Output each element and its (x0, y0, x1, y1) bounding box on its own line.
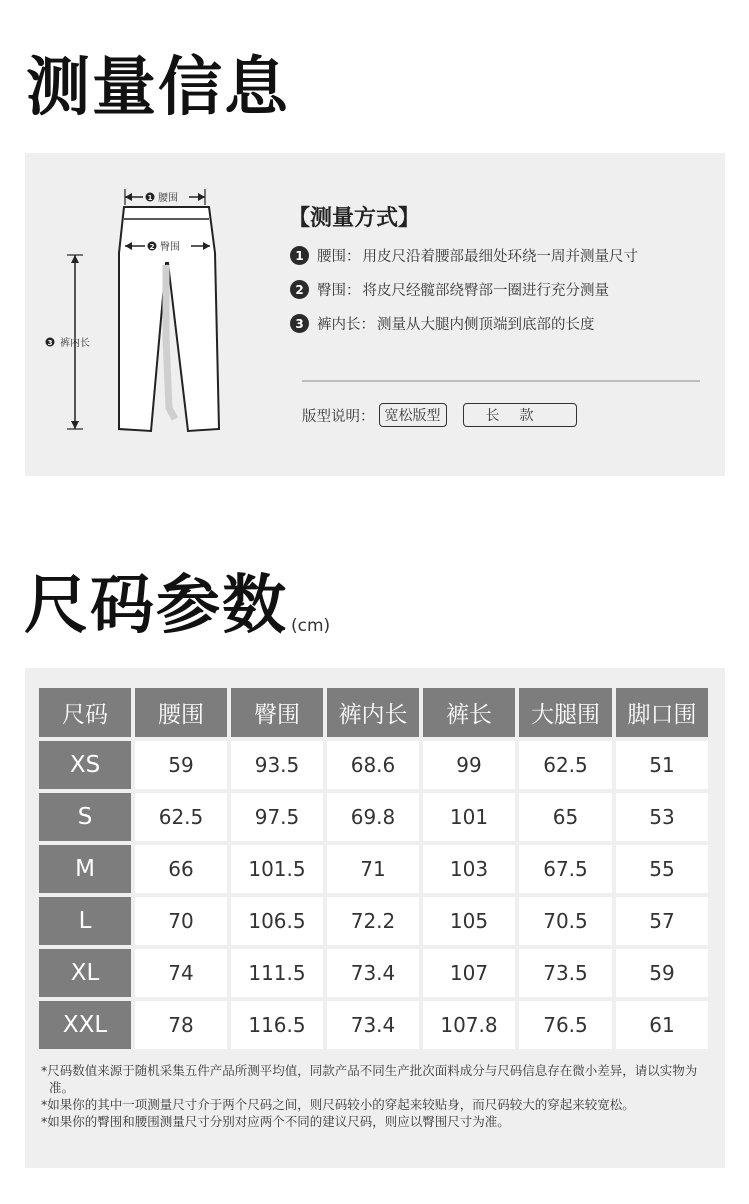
table-cell: 78 (135, 1001, 227, 1049)
table-row (39, 949, 708, 997)
fit-description (302, 403, 577, 427)
table-cell: 103 (423, 845, 515, 893)
table-cell: 107.8 (423, 1001, 515, 1049)
waist-label: 腰围 (158, 193, 178, 204)
table-cell: 51 (616, 741, 708, 789)
inseam-label: 裤内长 (60, 338, 90, 349)
waist-marker: 1 (147, 194, 153, 202)
size-table (35, 684, 712, 1053)
table-cell: 61 (616, 1001, 708, 1049)
table-cell: 68.6 (327, 741, 419, 789)
table-cell: 57 (616, 897, 708, 945)
note-text: *尺码数值来源于随机采集五件产品所测平均值，同款产品不同生产批次面料成分与尺码信息存在微小差异，请以实物为准。 (41, 1063, 698, 1095)
table-row (39, 897, 708, 945)
fit-tag-loose: 宽松版型 (379, 403, 447, 427)
table-cell: 59 (135, 741, 227, 789)
column-header: 臀围 (231, 688, 323, 737)
table-cell: 99 (423, 741, 515, 789)
column-header: 裤长 (423, 688, 515, 737)
table-cell: 73.5 (519, 949, 612, 997)
table-cell: 62.5 (519, 741, 612, 789)
pants-diagram (25, 153, 285, 476)
measure-title: 测量信息 (26, 51, 290, 125)
table-cell: 101 (423, 793, 515, 841)
table-cell: 101.5 (231, 845, 323, 893)
hip-marker: 2 (149, 243, 155, 251)
method-label: 腰围： (317, 249, 361, 265)
table-cell: 55 (616, 845, 708, 893)
size-cell: XL (39, 949, 131, 997)
table-row (39, 845, 708, 893)
table-cell: 53 (616, 793, 708, 841)
column-header: 大腿围 (519, 688, 612, 737)
fit-label: 版型说明： (302, 408, 375, 425)
table-row (39, 1001, 708, 1049)
table-cell: 71 (327, 845, 419, 893)
table-cell: 93.5 (231, 741, 323, 789)
table-cell: 65 (519, 793, 612, 841)
table-cell: 106.5 (231, 897, 323, 945)
table-cell: 62.5 (135, 793, 227, 841)
method-item-hip (290, 279, 710, 300)
size-notes (41, 1062, 721, 1130)
table-cell: 73.4 (327, 949, 419, 997)
table-row (39, 793, 708, 841)
table-cell: 66 (135, 845, 227, 893)
table-cell: 69.8 (327, 793, 419, 841)
table-cell: 72.2 (327, 897, 419, 945)
method-item-waist (290, 245, 710, 266)
table-cell: 70 (135, 897, 227, 945)
inseam-marker: 3 (47, 339, 53, 347)
table-cell: 76.5 (519, 1001, 612, 1049)
divider (302, 380, 700, 382)
table-cell: 67.5 (519, 845, 612, 893)
method-text: 测量从大腿内侧顶端到底部的长度 (377, 317, 595, 333)
note-text: *如果你的臀围和腰围测量尺寸分别对应两个不同的建议尺码，则应以臀围尺寸为准。 (41, 1114, 510, 1129)
table-cell: 107 (423, 949, 515, 997)
method-item-inseam (290, 313, 710, 334)
table-cell: 116.5 (231, 1001, 323, 1049)
table-cell: 97.5 (231, 793, 323, 841)
method-text: 用皮尺沿着腰部最细处环绕一周并测量尺寸 (362, 249, 638, 265)
method-label: 臀围： (317, 283, 361, 299)
method-text: 将皮尺经髋部绕臀部一圈进行充分测量 (362, 283, 609, 299)
size-cell: S (39, 793, 131, 841)
size-cell: XXL (39, 1001, 131, 1049)
size-cell: XS (39, 741, 131, 789)
size-unit: (cm) (291, 616, 331, 636)
method-label: 裤内长： (317, 317, 375, 333)
column-header: 裤内长 (327, 688, 419, 737)
measure-panel (25, 153, 725, 476)
table-cell: 59 (616, 949, 708, 997)
size-cell: M (39, 845, 131, 893)
column-header: 脚口围 (616, 688, 708, 737)
number-badge-icon: 1 (290, 246, 309, 265)
column-header: 尺码 (39, 688, 131, 737)
table-cell: 111.5 (231, 949, 323, 997)
table-row (39, 741, 708, 789)
table-cell: 73.4 (327, 1001, 419, 1049)
table-cell: 105 (423, 897, 515, 945)
column-header: 腰围 (135, 688, 227, 737)
table-cell: 74 (135, 949, 227, 997)
table-header-row (39, 688, 708, 737)
hip-label: 臀围 (160, 242, 180, 253)
number-badge-icon: 2 (290, 280, 309, 299)
size-panel (25, 668, 725, 1168)
size-cell: L (39, 897, 131, 945)
size-title: 尺码参数 (24, 569, 288, 643)
method-title: 【测量方式】 (288, 206, 421, 231)
note-text: *如果你的其中一项测量尺寸介于两个尺码之间，则尺码较小的穿起来较贴身，而尺码较大的穿起来较宽松。 (41, 1097, 635, 1112)
fit-tag-long: 长款 (463, 403, 577, 427)
measure-method (290, 201, 710, 334)
number-badge-icon: 3 (290, 314, 309, 333)
table-cell: 70.5 (519, 897, 612, 945)
